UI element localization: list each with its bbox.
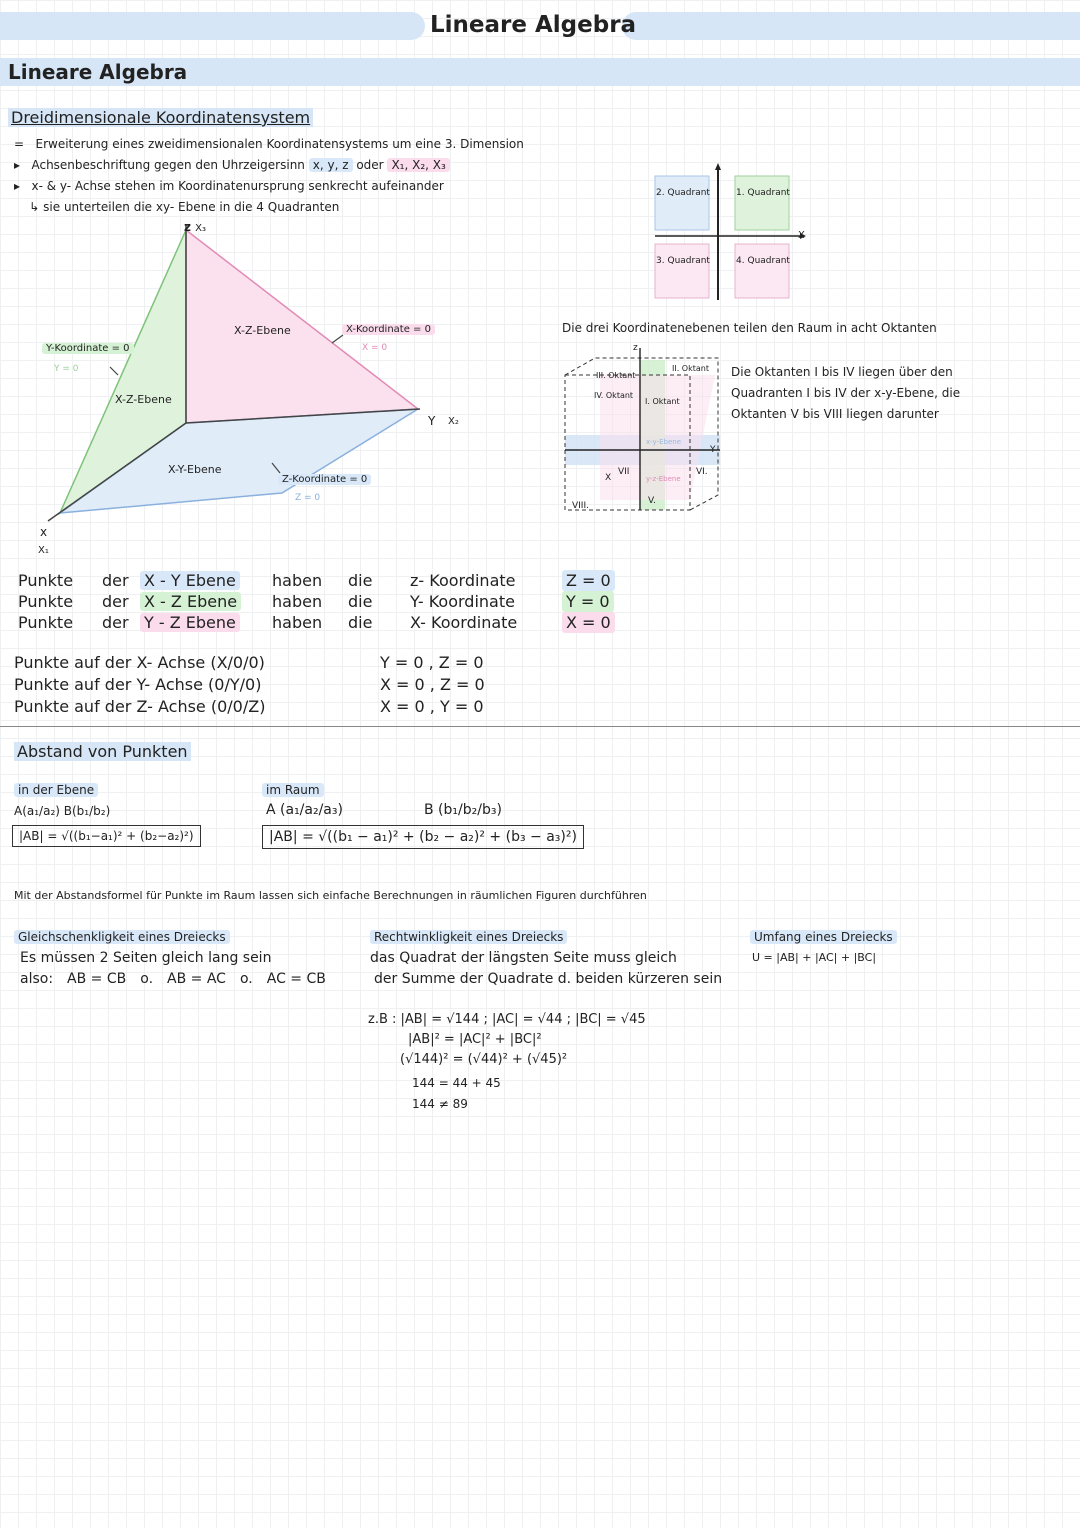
octants-description: Die Oktanten I bis IV liegen über den Quadranten I bis IV der x-y-Ebene, die Oktanten V bis VIII liegen darunter	[731, 365, 961, 421]
z-zero-label: Z = 0	[295, 493, 321, 503]
quadrant-2-label: 2. Quadrant	[656, 188, 710, 198]
xy-plane-label: X-Y-Ebene	[168, 463, 222, 476]
abstand-heading: Abstand von Punkten	[14, 742, 191, 761]
x2-axis-label: X₂	[448, 416, 459, 427]
bullet-item: ▸ Achsenbeschriftung gegen den Uhrzeigersinn x, y, z oder X₁, X₂, X₃	[14, 155, 524, 176]
recht-example-1: z.B : |AB| = √144 ; |AC| = √44 ; |BC| = √45	[368, 1012, 646, 1027]
planes-table	[18, 570, 615, 633]
recht-example-5: 144 ≠ 89	[412, 1097, 468, 1111]
bullet-item: = Erweiterung eines zweidimensionalen Koordinatensystems um eine 3. Dimension	[14, 137, 524, 151]
axes-table	[14, 652, 485, 718]
planes-row: Punkte der X - Y Ebene haben die z- Koordinate Z = 0	[18, 570, 615, 591]
x-coord-label: X-Koordinate = 0	[342, 324, 435, 335]
recht-line2: der Summe der Quadrate d. beiden kürzeren sein	[374, 971, 723, 987]
abstand-raum-formula: |AB| = √((b₁ − a₁)² + (b₂ − a₂)² + (b₃ − a₃)²)	[262, 825, 584, 849]
quadrant-x-label: X	[798, 230, 805, 241]
octant-label-6: VI.	[696, 467, 708, 477]
arrow-x-coord	[332, 335, 343, 343]
abstand-note: Mit der Abstandsformel für Punkte im Raum lassen sich einfache Berechnungen in räumlichen Figuren durchführen	[14, 889, 647, 902]
octant-label-5: V.	[648, 496, 656, 506]
abstand-ebene-formula: |AB| = √((b₁−a₁)² + (b₂−a₂)²)	[12, 825, 201, 847]
recht-example-3: (√144)² = (√44)² + (√45)²	[400, 1052, 568, 1067]
quadrant-4-box	[735, 244, 789, 298]
quadrant-2-box	[655, 176, 709, 230]
y-arrow-head	[715, 163, 721, 170]
x1-axis-label: X₁	[38, 545, 49, 556]
octants-caption: Die drei Koordinatenebenen teilen den Raum in acht Oktanten	[562, 321, 937, 335]
umfang-formula: U = |AB| + |AC| + |BC|	[752, 951, 877, 964]
octant-label-2: II. Oktant	[672, 364, 709, 373]
abstand-ebene-points: A(a₁/a₂) B(b₁/b₂)	[14, 804, 111, 818]
koordinaten-heading: Dreidimensionale Koordinatensystem	[8, 108, 313, 127]
abstand-raum-label: im Raum	[262, 783, 324, 797]
quadrant-1-box	[735, 176, 789, 230]
octant-xy-plane-label: x-y-Ebene	[646, 438, 682, 446]
quadrant-3-label: 3. Quadrant	[656, 256, 710, 266]
abstand-raum-point-a: A (a₁/a₂/a₃)	[266, 802, 343, 818]
octant-x-label: X	[605, 473, 612, 483]
recht-example-4: 144 = 44 + 45	[412, 1076, 501, 1090]
octant-label-8: VIII.	[572, 501, 589, 511]
z-coord-label: Z-Koordinate = 0	[278, 474, 371, 485]
header-bar-left	[0, 12, 425, 40]
octant-label-4: IV. Oktant	[594, 391, 634, 400]
bullet-item: ↳ sie unterteilen die xy- Ebene in die 4 Quadranten	[29, 200, 340, 214]
octant-label-7: VII	[618, 467, 630, 477]
recht-line1: das Quadrat der längsten Seite muss gleich	[370, 950, 677, 966]
gleich-heading: Gleichschenkligkeit eines Dreiecks	[14, 930, 230, 944]
y-coord-label: Y-Koordinate = 0	[42, 343, 134, 354]
recht-heading: Rechtwinkligkeit eines Dreiecks	[370, 930, 567, 944]
axes-row: Punkte auf der X- Achse (X/0/0) Y = 0 , Z = 0	[14, 653, 484, 672]
octant-y-label: Y	[710, 445, 716, 455]
gleich-line2: also: AB = CB o. AB = AC o. AC = CB	[20, 971, 326, 987]
planes-row: Punkte der Y - Z Ebene haben die X- Koordinate X = 0	[18, 612, 615, 633]
gleich-line1: Es müssen 2 Seiten gleich lang sein	[20, 950, 272, 966]
umfang-heading: Umfang eines Dreiecks	[750, 930, 897, 944]
quadrant-3-box	[655, 244, 709, 298]
axes-row: Punkte auf der Y- Achse (0/Y/0) X = 0 , Z = 0	[14, 675, 485, 694]
octant-z-label: z	[633, 343, 638, 353]
page-title: Lineare Algebra	[430, 12, 637, 38]
planes-row: Punkte der X - Z Ebene haben die Y- Koordinate Y = 0	[18, 591, 615, 612]
header-bar-right	[622, 12, 1080, 40]
octant-label-3: III. Oktant	[596, 371, 636, 380]
octant-label-1: I. Oktant	[645, 397, 680, 406]
octant-yz-plane-label: y-z-Ebene	[646, 475, 681, 483]
quadrant-4-label: 4. Quadrant	[736, 256, 790, 266]
abstand-ebene-label: in der Ebene	[14, 783, 98, 797]
section-title: Lineare Algebra	[8, 60, 188, 84]
quadrant-diagram	[640, 160, 820, 305]
x-zero-label: X = 0	[362, 343, 388, 353]
section-divider	[0, 726, 1080, 727]
axes-row: Punkte auf der Z- Achse (0/0/Z) X = 0 , Y = 0	[14, 697, 484, 716]
coordinate-3d-diagram	[0, 215, 480, 560]
y-axis-label: Y	[428, 414, 436, 428]
xz-plane-label: X-Z-Ebene	[115, 393, 172, 406]
y-zero-label: Y = 0	[54, 364, 79, 374]
koordinaten-bullets	[14, 134, 524, 218]
arrow-y-coord	[110, 367, 118, 375]
z-axis-label: z X₃	[184, 220, 207, 234]
xz-plane-top-label: X-Z-Ebene	[234, 324, 291, 337]
bullet-item: ▸ x- & y- Achse stehen im Koordinatenursprung senkrecht aufeinander	[14, 179, 444, 193]
recht-example-2: |AB|² = |AC|² + |BC|²	[408, 1032, 542, 1047]
quadrant-1-label: 1. Quadrant	[736, 188, 790, 198]
x-axis-label: x	[40, 525, 48, 539]
abstand-raum-point-b: B (b₁/b₂/b₃)	[424, 802, 502, 818]
